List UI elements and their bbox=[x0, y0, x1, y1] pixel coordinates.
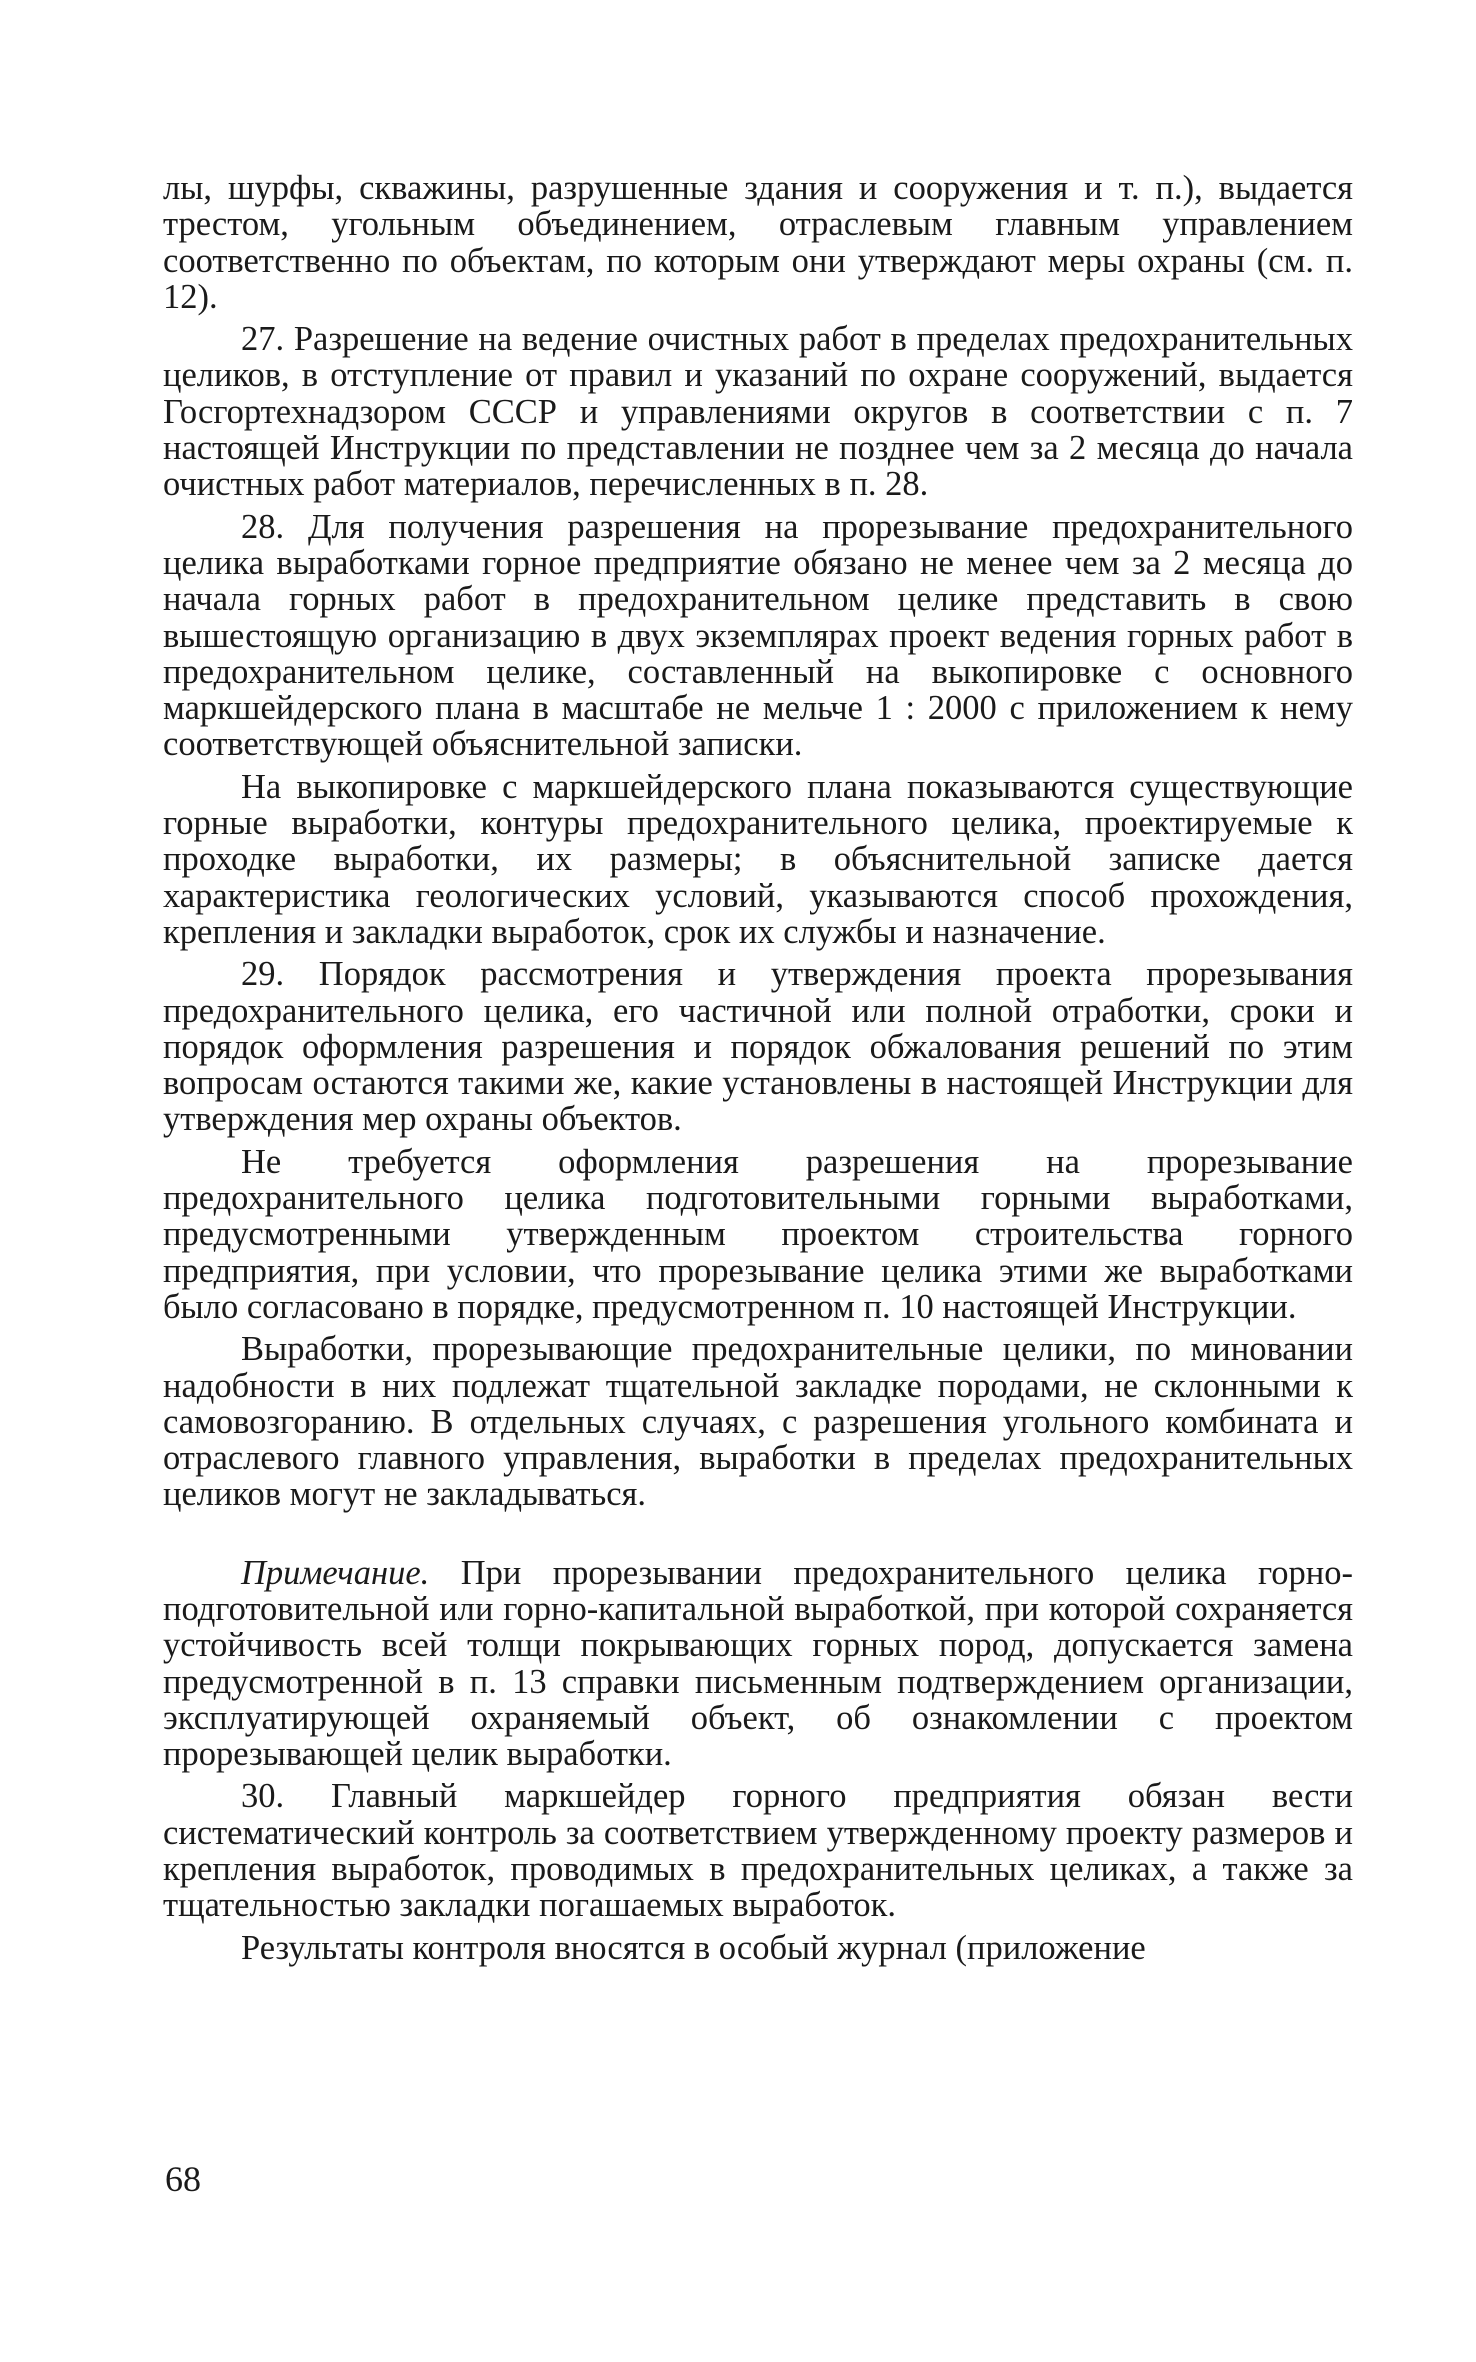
paragraph-item-30-continued: Результаты контроля вносятся в особый журнал (приложение bbox=[241, 1928, 1146, 1967]
paragraph-item-28-continued: На выкопировке с маркшейдерского плана показываются существующие горные выработки, контуры предохранительного целика, проектируемые к проходке выработки, их размеры; в объяснительной записке дается характеристика геологических условий, указываются способ прохождения, крепления и закладки выработок, срок их службы и назначение. bbox=[163, 767, 1353, 951]
paragraph-item-29-continued-1: Не требуется оформления разрешения на прорезывание предохранительного целика подготовительными горными выработками, предусмотренными утвержденным проектом строительства горного предприятия, при условии, что прорезывание целика этими же выработками было согласовано в порядке, предусмотренном п. 10 настоящей Инструкции. bbox=[163, 1142, 1353, 1326]
note-label: Примечание. bbox=[241, 1553, 430, 1592]
body-text bbox=[163, 170, 1353, 1966]
paragraph-item-28: 28. Для получения разрешения на прорезывание предохранительного целика выработками горное предприятие обязано не менее чем за 2 месяца до начала горных работ в предохранительном целике представить в свою вышестоящую организацию в двух экземплярах проект ведения горных работ в предохранительном целике, составленный на выкопировке с основного маркшейдерского плана в масштабе не мельче 1 : 2000 с приложением к нему соответствующей объяснительной записки. bbox=[163, 507, 1353, 764]
paragraph-item-29-continued-2: Выработки, прорезывающие предохранительные целики, по миновании надобности в них подлежат тщательной закладке породами, не склонными к самовозгоранию. В отдельных случаях, с разрешения угольного комбината и отраслевого главного управления, выработки в пределах предохранительных целиков могут не закладываться. bbox=[163, 1330, 1353, 1514]
note-text: При прорезывании предохранительного целика горно-подготовительной или горно-капитальной выработкой, при которой сохраняется устойчивость всей толщи покрывающих горных пород, допускается замена предусмотренной в п. 13 справки письменным подтверждением организации, эксплуатирующей охраняемый объект, об ознакомлении с проектом прорезывающей целик выработки. bbox=[163, 1553, 1353, 1774]
note-paragraph bbox=[163, 1555, 1353, 1773]
paragraph-item-30: 30. Главный маркшейдер горного предприятия обязан вести систематический контроль за соответствием утвержденному проекту размеров и крепления выработок, проводимых в предохранительных целиках, а также за тщательностью закладки погашаемых выработок. bbox=[163, 1777, 1353, 1925]
page-number: 68 bbox=[165, 2159, 201, 2199]
paragraph-item-27: 27. Разрешение на ведение очистных работ в пределах предохранительных целиков, в отступление от правил и указаний по охране сооружений, выдается Госгортехнадзором СССР и управлениями округов в соответствии с п. 7 настоящей Инструкции по представлении не позднее чем за 2 месяца до начала очистных работ материалов, перечисленных в п. 28. bbox=[163, 320, 1353, 504]
paragraph-continuation: лы, шурфы, скважины, разрушенные здания и сооружения и т. п.), выдается трестом, угольным объединением, отраслевым главным управлением соответственно по объектам, по которым они утверждают меры охраны (см. п. 12). bbox=[163, 169, 1353, 316]
paragraph-item-29: 29. Порядок рассмотрения и утверждения проекта прорезывания предохранительного целика, его частичной или полной отработки, сроки и порядок оформления разрешения и порядок обжалования решений по этим вопросам остаются такими же, какие установлены в настоящей Инструкции для утверждения мер охраны объектов. bbox=[163, 955, 1353, 1139]
